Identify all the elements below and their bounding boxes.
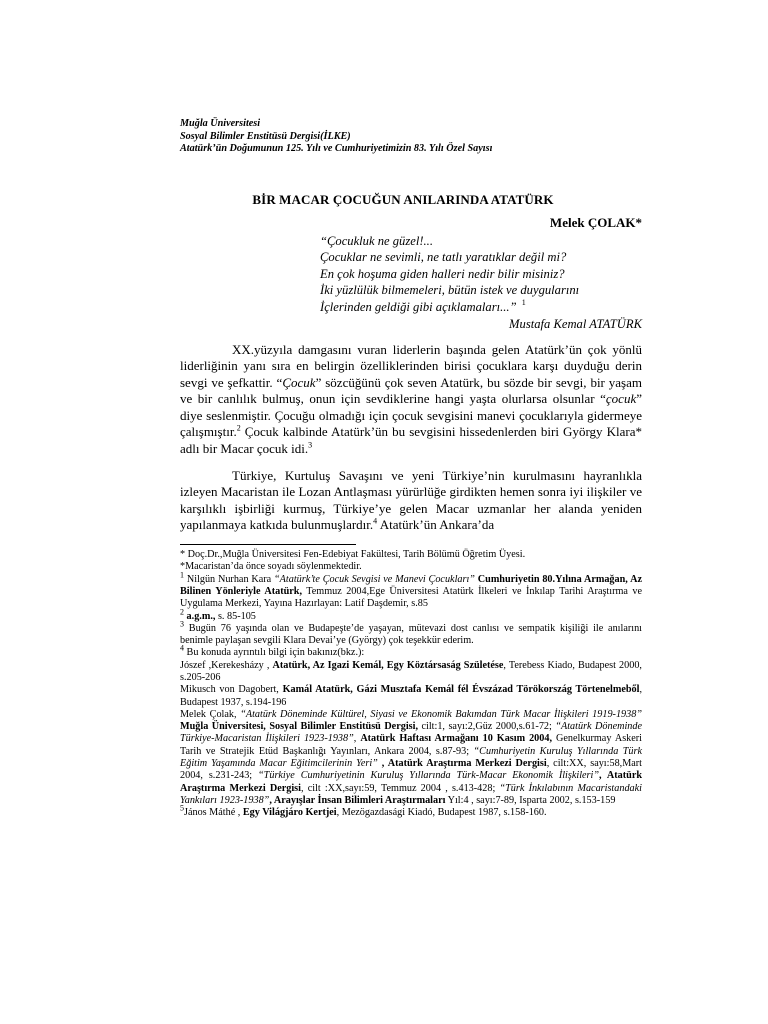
footnote-star: *Macaristan’da önce soyadı söylenmektedir. [180,561,362,573]
footnote-1: $^1$ Nilgün Nurhan Kara “Atatürk’te Çocuk Sevgisi ve Manevi Çocukları” Cumhuriyetin 80.Yılına Armağan, Az Bilinen Yönleriyle Atatürk, Temmuz 2004,Ege Üniversitesi Atatürk İlkeleri ve İnkılap Tarihi Araştırma ve Uygulama Merkezi, Yayına Hazırlayan: Latif Daşdemir, s.85 [180,570,642,610]
journal-issue: Atatürk’ün Doğumunun 125. Yılı ve Cumhuriyetimizin 83. Yılı Özel Sayısı [180,143,493,154]
epigraph [320,233,642,333]
footnote-5: $^5$János Máthé , Egy Világjáro Kertjei, Mezögazdasági Kiadó, Budapest 1987, s.158-160. [180,803,547,819]
journal-university: Muğla Üniversitesi [180,118,261,129]
article-title: BİR MACAR ÇOCUĞUN ANILARINDA ATATÜRK [252,191,554,207]
article-body [180,342,642,535]
footnote-ref[interactable]: 4 [373,517,378,527]
footnote-ref[interactable]: 2 [236,424,241,434]
footnote-ref[interactable]: 1 [521,298,526,308]
epigraph-line-last: İçlerinden geldiği gibi açıklamaları...” $^1$ [320,298,526,314]
footnote-2: $^2$ a.g.m., s. 85-105 [180,607,256,622]
journal-header [180,118,642,156]
article-page [180,118,642,820]
epigraph-line: “Çocukluk ne güzel!... [320,233,433,248]
footnote-star: * Doç.Dr.,Muğla Üniversitesi Fen-Edebiyat Fakültesi, Tarih Bölümü Öğretim Üyesi. [180,549,526,561]
body-paragraph: XX.yüzyıla damgasını vuran liderlerin başında gelen Atatürk’ün çok yönlü liderliğinin yanı sıra en belirgin özelliklerinden birisi çocuklara karşı duyduğu derin sevgi ve şefkattir. “Çocuk” sözcüğünü çok seven Atatürk, bu sözde bir sevgi, bir yaşam ve bir canlılık bulmuş, onun için sevdiklerine hangi yaşta olurlarsa olsunlar “çocuk” diye seslenmiştir. Çocuğu olmadığı için çocuk sevgisini manevi çocuklarıyla gidermeye çalışmıştır.$^2$ Çocuk kalbinde Atatürk’ün bu sevgisini hissedenlerden biri György Klara* adlı bir Macar çocuk idi.$^3$ [180,341,643,457]
footnote-ref[interactable]: 3 [308,440,313,450]
body-paragraph: Türkiye, Kurtuluş Savaşını ve yeni Türkiye’nin kurulmasını hayranlıkla izleyen Macaristan ile Lozan Antlaşması yürürlüğe girdikten hemen sonra iyi ilişkiler ve karşılıklı işbirliği kurmuş, Türkiye’ye gelen Macar uzmanlar her alanda yeniden yapılanmaya katkıda bulunmuşlardır.$^4$ Atatürk’ün Ankara’da [180,467,642,533]
reference-entry: Mikusch von Dagobert, Kamál Atatürk, Gázi Musztafa Kemál fél Évszázad Törökország Törtenelmeből, Budapest 1937, s.194-196 [180,684,642,708]
footnotes [180,549,642,820]
epigraph-line: İki yüzlülük bilmemeleri, bütün istek ve duygularını [320,283,580,297]
journal-name: Sosyal Bilimler Enstitüsü Dergisi(İLKE) [180,130,351,142]
epigraph-line: En çok hoşuma giden halleri nedir bilir misiniz? [320,266,565,281]
reference-entry: Melek Çolak, “Atatürk Döneminde Kültürel, Siyasi ve Ekonomik Bakımdan Türk Macar İlişkileri 1919-1938” Muğla Üniversitesi, Sosyal Bilimler Enstitüsü Dergisi, cilt:1, sayı:2,Güz 2000,s.61-72; “Atatürk Döneminde Türkiye-Macaristan İlişkileri 1923-1938”, Atatürk Haftası Armağanı 10 Kasım 2004, Genelkurmay Askeri Tarih ve Stratejik Etüd Başkanlığı Yayınları, Ankara 2004, s.87-93; “Cumhuriyetin Kuruluş Yıllarında Türk Eğitim Yaşamında Macar Eğitimcilerinin Yeri” , Atatürk Araştırma Merkezi Dergisi, cilt:XX, sayı:58,Mart 2004, s.231-243; “Türkiye Cumhuriyetinin Kuruluş Yıllarında Türk-Macar Ekonomik İlişkileri”, Atatürk Araştırma Merkezi Dergisi, cilt :XX,sayı:59, Temmuz 2004 , s.413-428; “Türk İnkılabının Macaristandaki Yankıları 1923-1938”, Arayışlar İnsan Bilimleri Araştırmaları Yıl:4 , sayı:7-89, Isparta 2002, s.153-159 [180,708,643,806]
footnote-separator [180,544,356,545]
article-author: Melek ÇOLAK* [549,214,642,230]
epigraph-attribution: Mustafa Kemal ATATÜRK [509,317,642,331]
reference-entry: Jószef ,Kerekesházy , Atatürk, Az Igazi Kemál, Egy Köztársaság Születése, Terebess Kiado, Budapest 2000, s.205-206 [180,659,642,683]
footnote-4: $^4$ Bu konuda ayrıntılı bilgi için bakınız(bkz.): [180,644,365,659]
epigraph-line: Çocuklar ne sevimli, ne tatlı yaratıklar değil mi? [320,250,567,264]
footnote-3: $^3$ Bugün 76 yaşında olan ve Budapeşte’de yaşayan, mütevazi dost canlısı ve sempatik kişiliği ile anılarını benimle paylaşan sevgili Klara Devai’ye (György) çok teşekkür ederim. [180,619,642,647]
